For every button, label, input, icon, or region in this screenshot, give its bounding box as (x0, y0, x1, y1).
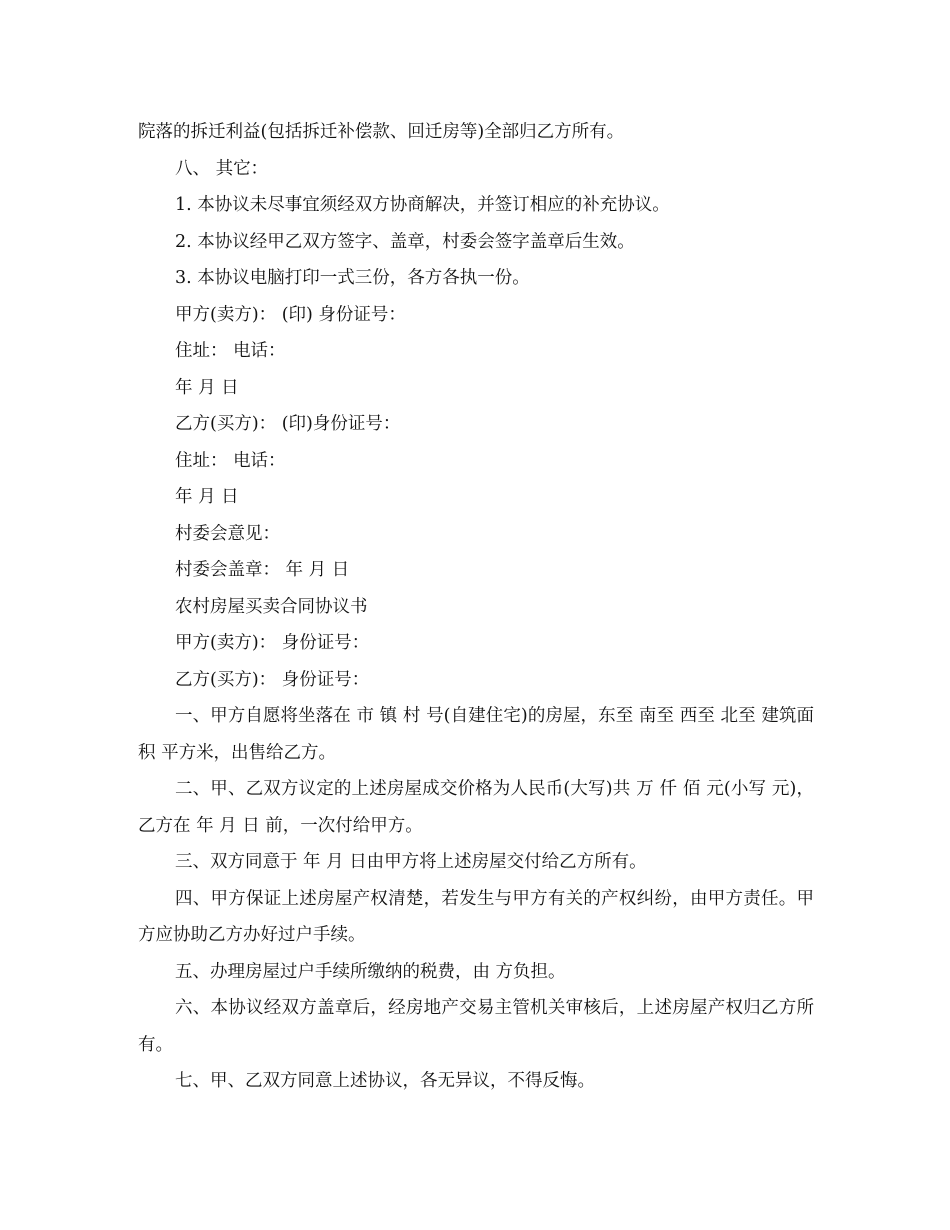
party-b-signature-line: 乙方(买方)： (印)身份证号： (175, 414, 401, 434)
clause-2: 2. 本协议经甲乙双方签字、盖章，村委会签字盖章后生效。 (175, 231, 635, 252)
clause-3: 3. 本协议电脑打印一式三份，各方各执一份。 (175, 268, 530, 288)
party-b-id-line: 乙方(买方)： 身份证号： (175, 669, 370, 690)
party-a-date-line: 年 月 日 (175, 377, 239, 398)
article-3: 三、双方同意于 年 月 日由甲方将上述房屋交付给乙方所有。 (175, 852, 647, 872)
party-b-address-line: 住址： 电话： (175, 450, 286, 471)
party-a-id-line: 甲方(卖方)： 身份证号： (175, 633, 370, 653)
article-2: 二、甲、乙双方议定的上述房屋成交价格为人民币(大写)共 万 仟 佰 元(小写 元)，乙方在 年 月 日 前，一次付给甲方。 (138, 779, 814, 836)
village-committee-seal-line: 村委会盖章： 年 月 日 (175, 560, 350, 580)
article-1: 一、甲方自愿将坐落在 市 镇 村 号(自建住宅)的房屋，东至 南至 西至 北至 建筑面积 平方米，出售给乙方。 (138, 706, 814, 763)
party-b-date-line: 年 月 日 (175, 487, 239, 507)
article-4: 四、甲方保证上述房屋产权清楚，若发生与甲方有关的产权纠纷，由甲方责任。甲方应协助乙方办好过户手续。 (138, 888, 814, 945)
paragraph-relocation-rights: 院落的拆迁利益(包括拆迁补偿款、回迁房等)全部归乙方所有。 (138, 122, 625, 142)
article-5: 五、办理房屋过户手续所缴纳的税费，由 方负担。 (175, 961, 566, 982)
article-6: 六、本协议经双方盖章后，经房地产交易主管机关审核后，上述房屋产权归乙方所有。 (138, 998, 814, 1055)
clause-1: 1. 本协议未尽事宜须经双方协商解决，并签订相应的补充协议。 (175, 195, 670, 215)
party-a-address-line: 住址： 电话： (175, 341, 286, 361)
party-a-signature-line: 甲方(卖方)： (印) 身份证号： (175, 304, 406, 325)
contract-title: 农村房屋买卖合同协议书 (175, 596, 368, 617)
document-body (138, 114, 814, 1100)
section-heading-other: 八、 其它： (175, 158, 269, 179)
village-committee-opinion: 村委会意见： (175, 523, 280, 544)
article-7: 七、甲、乙双方同意上述协议，各无异议，不得反悔。 (175, 1071, 595, 1091)
